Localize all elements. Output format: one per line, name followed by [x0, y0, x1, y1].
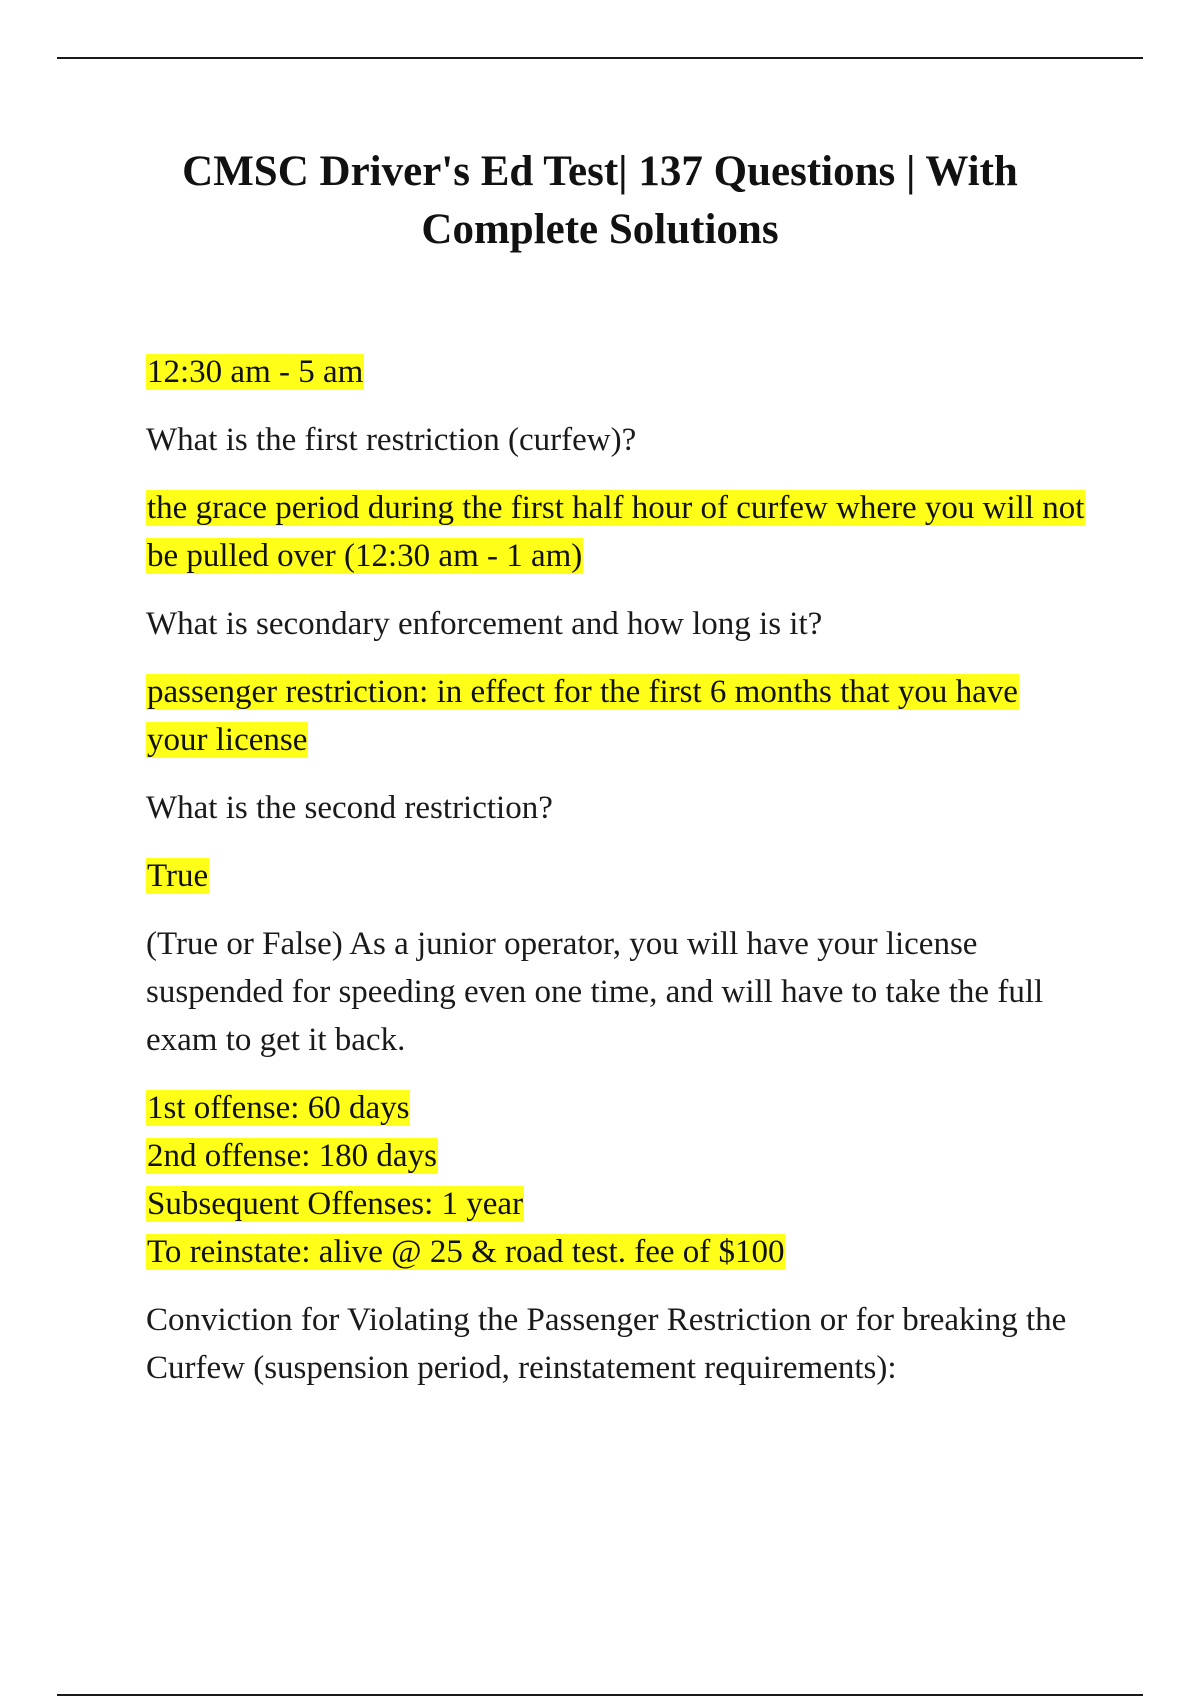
highlighted-answer-text: the grace period during the first half hour of curfew where you will not be pulled over (12:30 am - 1 am): [147, 490, 1085, 574]
answer-line: [146, 1180, 1086, 1228]
top-rule: [57, 57, 1143, 59]
answer-block: [146, 852, 1086, 900]
question-text: (True or False) As a junior operator, you will have your license suspended for speeding even one time, and will have to take the full exam to get it back.: [146, 926, 1044, 1058]
answer-line: [146, 1132, 1086, 1180]
highlighted-answer-text: 2nd offense: 180 days: [147, 1138, 437, 1174]
answer-block: [146, 668, 1086, 764]
highlighted-answer-text: Subsequent Offenses: 1 year: [147, 1186, 524, 1222]
highlighted-answer-text: 12:30 am - 5 am: [147, 354, 364, 390]
question-text: What is the first restriction (curfew)?: [146, 422, 637, 458]
answer-block: [146, 348, 1086, 396]
question-text: Conviction for Violating the Passenger Restriction or for breaking the Curfew (suspension period, reinstatement requirements):: [146, 1302, 1067, 1386]
question-text: What is secondary enforcement and how long is it?: [146, 606, 823, 642]
document-title: CMSC Driver's Ed Test| 137 Questions | With Complete Solutions: [182, 148, 1018, 253]
bottom-rule: [57, 1694, 1143, 1696]
highlighted-answer-text: To reinstate: alive @ 25 & road test. fee of $100: [147, 1234, 785, 1270]
highlighted-answer-text: 1st offense: 60 days: [147, 1090, 410, 1126]
answer-line: [146, 1228, 1086, 1276]
highlighted-answer-text: True: [147, 858, 209, 894]
document-body: [146, 348, 1086, 1412]
question-text: What is the second restriction?: [146, 790, 553, 826]
highlighted-answer-text: passenger restriction: in effect for the first 6 months that you have your license: [147, 674, 1018, 758]
answer-block-multiline: [146, 1084, 1086, 1276]
answer-block: [146, 484, 1086, 580]
answer-line: [146, 1084, 1086, 1132]
